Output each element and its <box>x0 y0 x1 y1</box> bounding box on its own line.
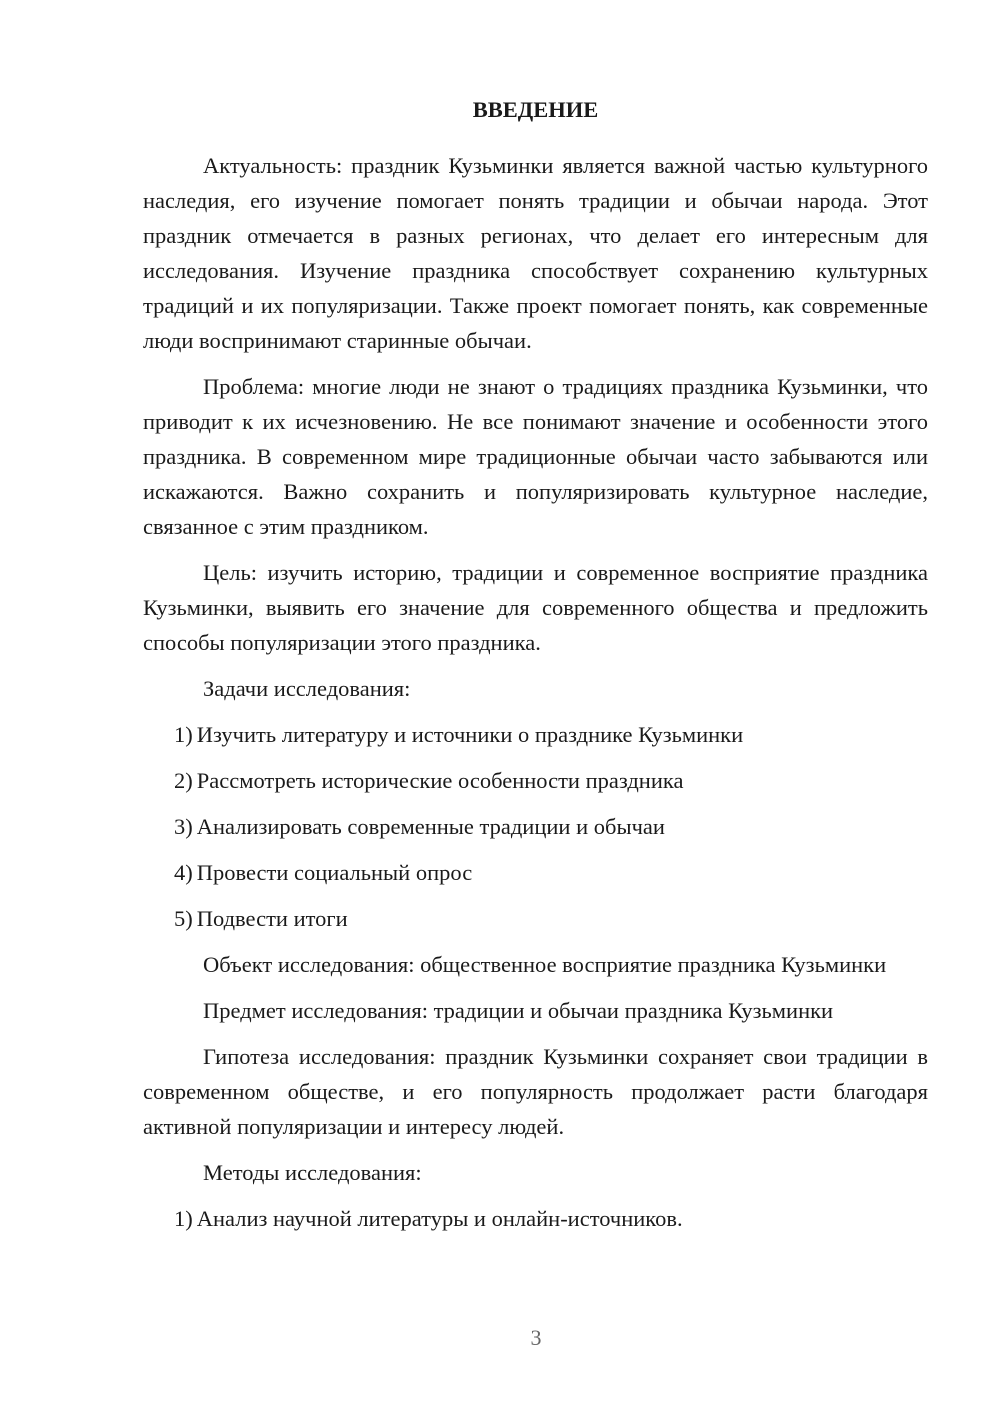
list-item-text: Анализ научной литературы и онлайн-источников. <box>196 1206 683 1231</box>
list-item <box>143 1201 928 1236</box>
list-item-number: 4) <box>174 860 193 885</box>
document-page <box>143 92 928 1247</box>
methods-list <box>143 1201 928 1236</box>
list-item-text: Анализировать современные традиции и обычаи <box>196 814 665 839</box>
section-title: ВВЕДЕНИЕ <box>472 97 599 122</box>
list-item <box>143 763 928 798</box>
list-item-text: Провести социальный опрос <box>196 860 473 885</box>
list-item-number: 5) <box>174 906 193 931</box>
list-item <box>143 855 928 890</box>
page-number: 3 <box>530 1325 542 1350</box>
problem-paragraph: Проблема: многие люди не знают о традициях праздника Кузьминки, что приводит к их исчезновению. Не все понимают значение и особенности этого праздника. В современном мире традиционные обычаи часто забываются или искажаются. Важно сохранить и популяризировать культурное наследие, связанное с этим праздником. <box>143 374 928 539</box>
list-item-number: 3) <box>174 814 193 839</box>
hypothesis-paragraph: Гипотеза исследования: праздник Кузьминки сохраняет свои традиции в современном обществе, и его популярность продолжает расти благодаря активной популяризации и интересу людей. <box>143 1044 928 1139</box>
tasks-list <box>143 717 928 936</box>
list-item-text: Подвести итоги <box>196 906 348 931</box>
list-item-text: Изучить литературу и источники о празднике Кузьминки <box>196 722 744 747</box>
list-item <box>143 717 928 752</box>
methods-heading: Методы исследования: <box>203 1160 422 1185</box>
list-item-text: Рассмотреть исторические особенности праздника <box>196 768 684 793</box>
list-item-number: 1) <box>174 722 193 747</box>
tasks-heading: Задачи исследования: <box>203 676 411 701</box>
relevance-paragraph: Актуальность: праздник Кузьминки является важной частью культурного наследия, его изучение помогает понять традиции и обычаи народа. Этот праздник отмечается в разных регионах, что делает его интересным для исследования. Изучение праздника способствует сохранению культурных традиций и их популяризации. Также проект помогает понять, как современные люди воспринимают старинные обычаи. <box>143 153 928 353</box>
list-item-number: 1) <box>174 1206 193 1231</box>
list-item <box>143 901 928 936</box>
subject-paragraph: Предмет исследования: традиции и обычаи праздника Кузьминки <box>203 998 834 1023</box>
goal-paragraph: Цель: изучить историю, традиции и современное восприятие праздника Кузьминки, выявить его значение для современного общества и предложить способы популяризации этого праздника. <box>143 560 928 655</box>
list-item <box>143 809 928 844</box>
list-item-number: 2) <box>174 768 193 793</box>
object-paragraph: Объект исследования: общественное восприятие праздника Кузьминки <box>203 952 887 977</box>
